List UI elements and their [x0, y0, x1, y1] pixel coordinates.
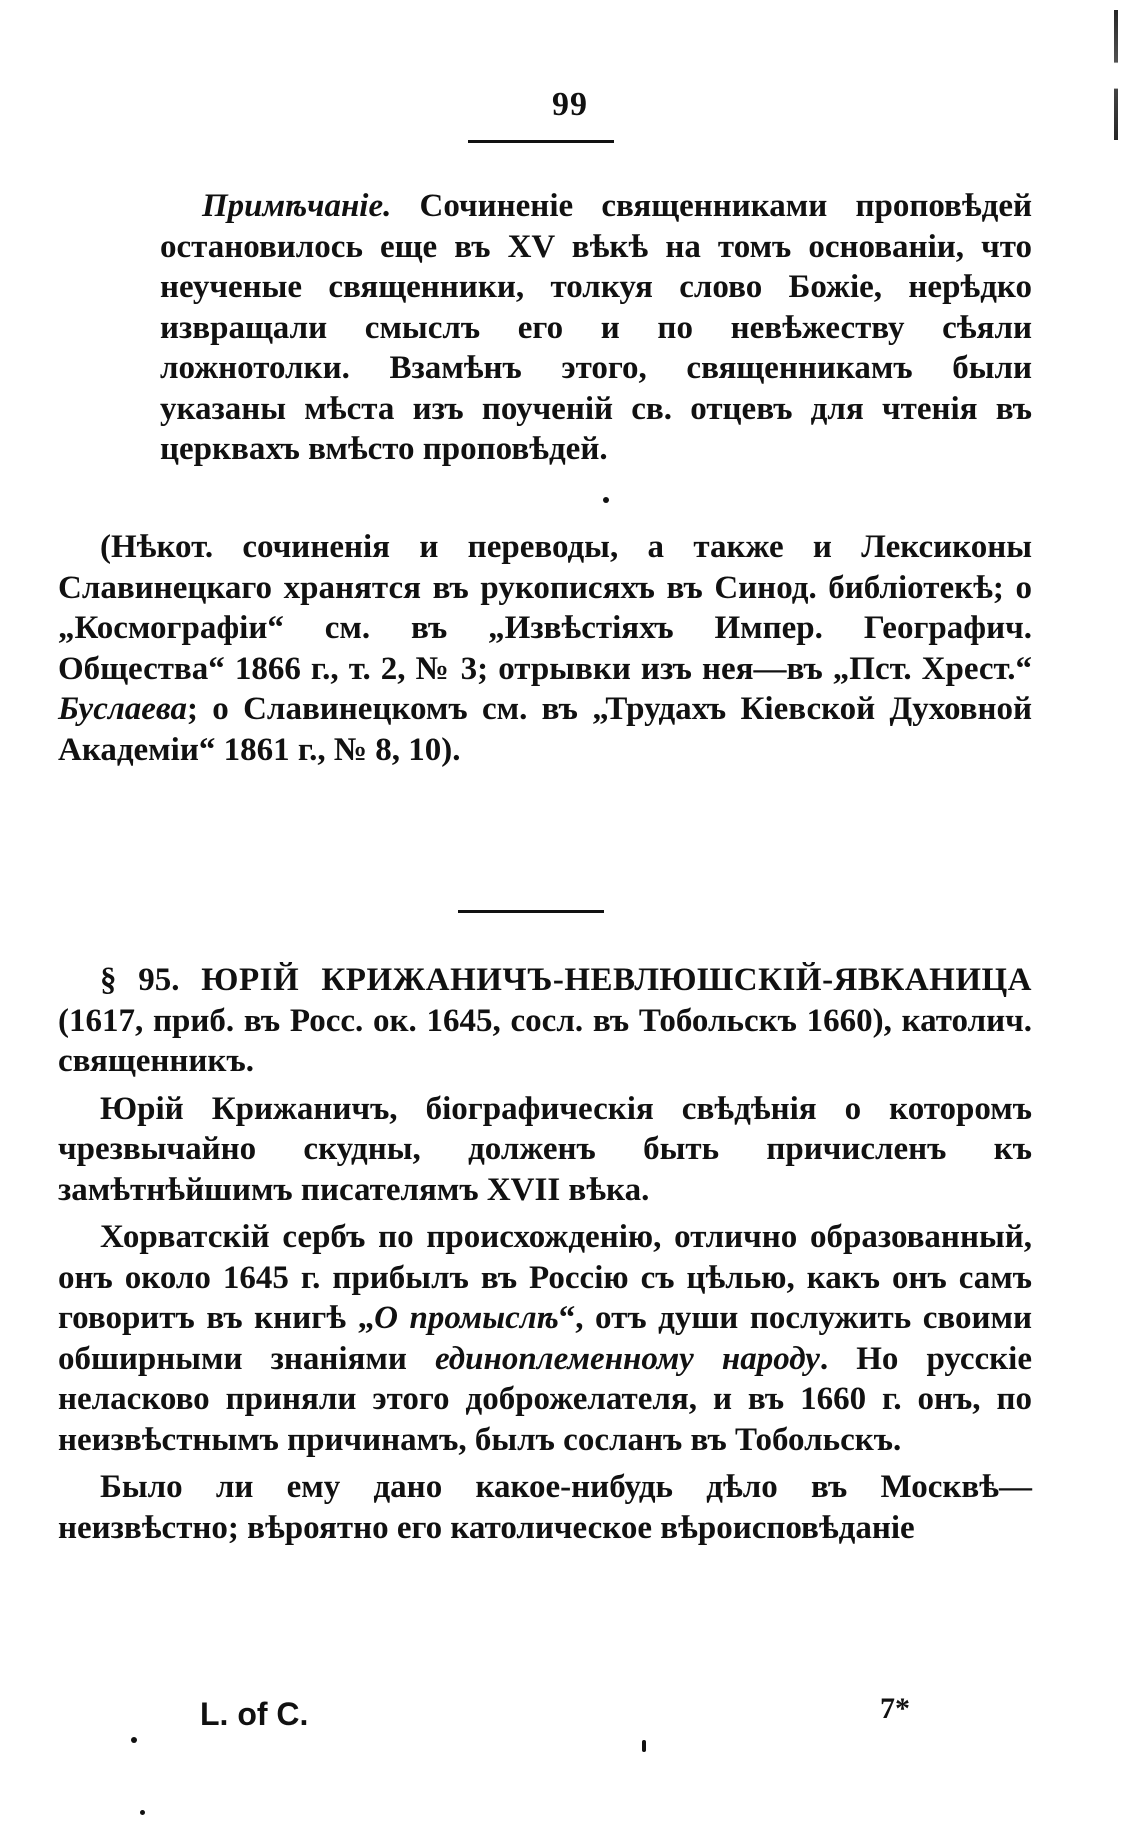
section-95 [58, 960, 1032, 1548]
section-heading [58, 960, 1032, 1082]
note-lead: Примѣчаніе. [202, 188, 392, 224]
references-paragraph [58, 527, 1032, 770]
note-paragraph [160, 186, 1032, 470]
p2-italic: единоплеменному народу [434, 1340, 820, 1377]
note-text: Сочиненіе священниками проповѣдей остановилось еще въ XV вѣкѣ на томъ основаніи, что неученые священники, толкуя слово Божіе, нерѣдко извращали смыслъ его и по невѣжеству сѣяли ложнотолки. Взамѣнъ этого, священникамъ были указаны мѣста изъ поученій св. отцевъ для чтенія въ церквахъ вмѣсто проповѣдей. [160, 188, 1032, 467]
p2-text-c: . Но русскіе неласково приняли этого доброжелателя, и въ 1660 г. онъ, по неизвѣстнымъ причинамъ, былъ сосланъ въ Тобольскъ. [58, 1340, 1032, 1458]
page-number: 99 [552, 86, 588, 123]
section-details: (1617, приб. въ Росс. ок. 1645, сосл. въ Тобольскъ 1660), католич. священникъ. [58, 1002, 1032, 1079]
section-title: ЮРІЙ КРИЖАНИЧЪ-НЕВЛЮШСКІЙ-ЯВКАНИЦА [201, 962, 1032, 998]
print-speck [131, 1737, 137, 1743]
p2-text-a: Хорватскій сербъ по происхожденію, отлично образованный, онъ около 1645 г. прибылъ въ Россію съ цѣлью, какъ онъ самъ говоритъ въ книгѣ „ [58, 1219, 1032, 1336]
p2-text-b: “, отъ души послужить своими обширными знаніями [58, 1300, 1032, 1377]
section-paragraph-1: Юрій Крижаничъ, біографическія свѣдѣнія о которомъ чрезвычайно скудны, долженъ быть причисленъ къ замѣтнѣйшимъ писателямъ XVII вѣка. [58, 1090, 1032, 1208]
section-paragraph-3: Было ли ему дано какое-нибудь дѣло въ Москвѣ—неизвѣстно; вѣроятно его католическое вѣроисповѣданіе [58, 1469, 1032, 1546]
book-title: О промыслѣ [374, 1300, 559, 1336]
print-speck [642, 1740, 646, 1752]
library-stamp: L. of C. [200, 1696, 309, 1732]
print-speck [603, 497, 609, 503]
references-author: Буслаева [58, 691, 187, 727]
section-divider [458, 910, 604, 913]
references-part2: ; о Славинецкомъ см. въ „Трудахъ Кіевской Духовной Академіи“ 1861 г., № 8, 10). [58, 691, 1032, 768]
top-rule [468, 140, 614, 143]
signature-mark: 7* [880, 1692, 910, 1725]
references-part1: (Нѣкот. сочиненія и переводы, а также и Лексиконы Славинецкаго хранятся въ рукописяхъ въ Синод. библіотекѣ; о „Космографіи“ см. въ „Извѣстіяхъ Импер. Географич. Общества“ 1866 г., т. 2, № 3; отрывки изъ нея—въ „Пст. Хрест.“ [58, 529, 1032, 687]
print-speck [140, 1810, 145, 1815]
section-paragraph-2 [58, 1217, 1032, 1460]
section-number: § 95. [100, 962, 180, 998]
